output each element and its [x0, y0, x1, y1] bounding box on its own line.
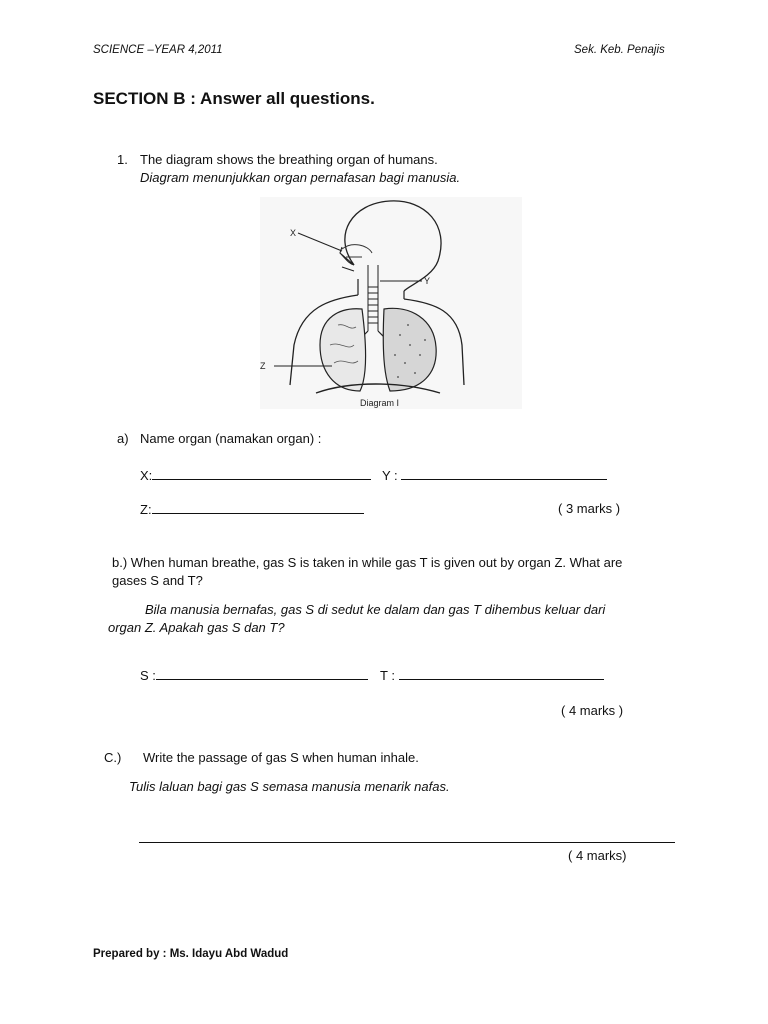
- answer-z-row: [140, 500, 364, 519]
- part-b-text-en-2: gases S and T?: [112, 573, 203, 588]
- y-answer-blank[interactable]: [401, 466, 607, 480]
- part-b-text-ms-1: Bila manusia bernafas, gas S di sedut ke dalam dan gas T dihembus keluar dari: [145, 602, 606, 617]
- header-left: SCIENCE –YEAR 4,2011: [93, 44, 223, 56]
- part-c-text-ms: Tulis laluan bagi gas S semasa manusia menarik nafas.: [129, 779, 450, 794]
- x-label: X:: [140, 468, 153, 483]
- part-a-prompt: Name organ (namakan organ) :: [140, 431, 322, 446]
- question-text-en: The diagram shows the breathing organ of humans.: [140, 152, 438, 167]
- answer-t-row: [380, 666, 604, 685]
- header-right: Sek. Keb. Penajis: [574, 44, 665, 56]
- answer-x-row: [140, 466, 371, 485]
- section-title: SECTION B : Answer all questions.: [93, 89, 375, 108]
- part-a-marks: ( 3 marks ): [558, 501, 621, 516]
- y-label: Y :: [382, 468, 398, 483]
- label-z: Z: [260, 361, 266, 371]
- t-label: T :: [380, 668, 395, 683]
- question-number: 1.: [117, 152, 128, 167]
- answer-s-row: [140, 666, 368, 685]
- s-answer-blank[interactable]: [156, 666, 368, 680]
- question-text-ms: Diagram menunjukkan organ pernafasan bagi manusia.: [140, 170, 461, 185]
- part-c-marks: ( 4 marks): [568, 848, 627, 863]
- part-c-text-en: Write the passage of gas S when human inhale.: [143, 750, 419, 765]
- z-label: Z:: [140, 502, 152, 517]
- part-b-marks: ( 4 marks ): [561, 703, 624, 718]
- diagram-caption: Diagram I: [360, 398, 400, 408]
- label-x: X: [290, 228, 297, 238]
- s-label: S :: [140, 668, 156, 683]
- z-answer-blank[interactable]: [152, 500, 364, 514]
- label-y: Y: [424, 276, 431, 286]
- answer-y-row: [382, 466, 607, 485]
- t-answer-blank[interactable]: [399, 666, 604, 680]
- part-b-text-en-1: b.) When human breathe, gas S is taken in while gas T is given out by organ Z. What are: [112, 555, 623, 570]
- part-c-answer-line[interactable]: [139, 842, 675, 843]
- x-answer-blank[interactable]: [152, 466, 371, 480]
- respiratory-system-diagram: [250, 195, 530, 415]
- footer-prepared-by: Prepared by : Ms. Idayu Abd Wadud: [93, 948, 289, 960]
- part-a-marker: a): [117, 431, 129, 446]
- part-c-marker: C.): [104, 750, 122, 765]
- part-b-text-ms-2: organ Z. Apakah gas S dan T?: [108, 620, 285, 635]
